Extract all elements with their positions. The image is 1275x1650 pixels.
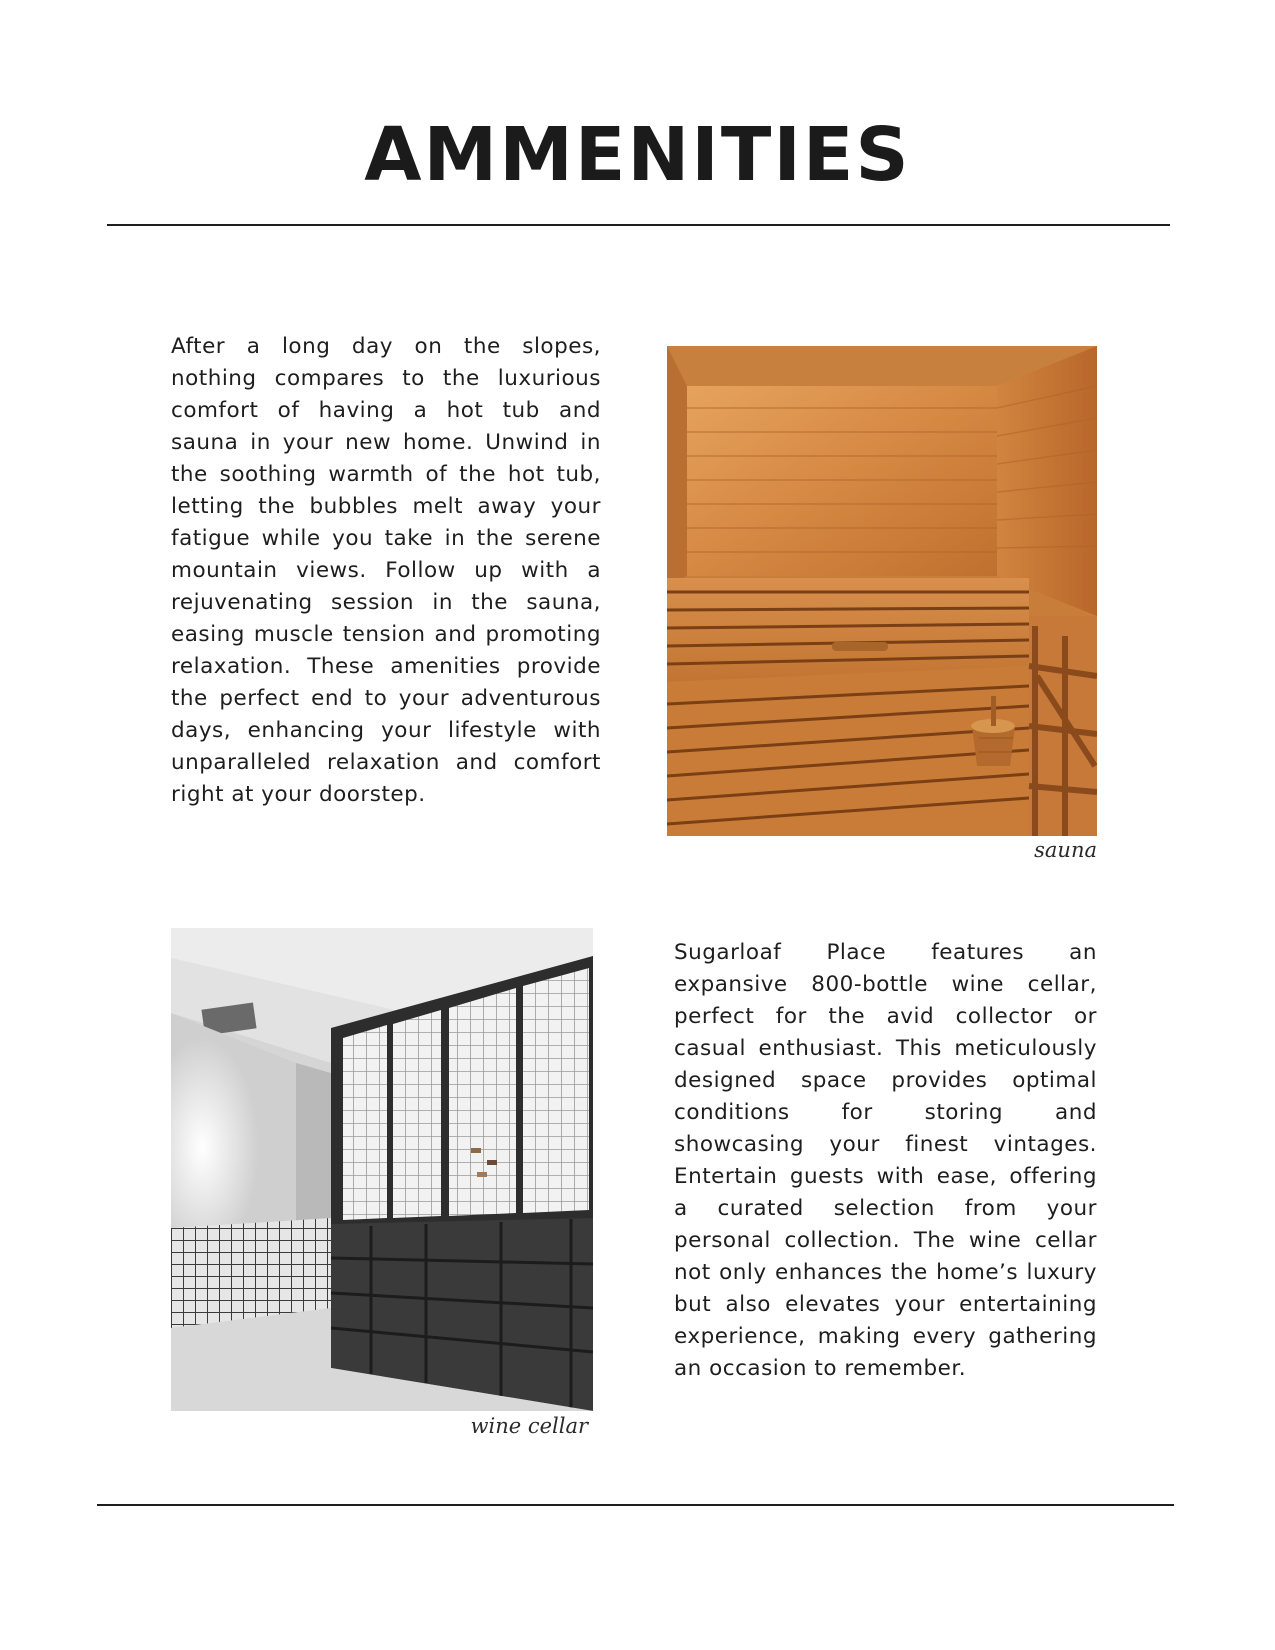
wine-cellar-photo [171,928,593,1411]
bottom-divider [97,1504,1174,1506]
page-title: AMMENITIES [364,112,911,198]
wine-cellar-paragraph: Sugarloaf Place features an expansive 800-bottle wine cellar, perfect for the avid collector or casual enthusiast. This meticulously designed space provides optimal conditions for storing and showcasing your finest vintages. Entertain guests with ease, offering a curated selection from your personal collection. The wine cellar not only enhances the home’s luxury but also elevates your entertaining experience, making every gathering an occasion to remember. [674,940,1097,1381]
sauna-paragraph: After a long day on the slopes, nothing compares to the luxurious comfort of having a hot tub and sauna in your new home. Unwind in the soothing warmth of the hot tub, letting the bubbles melt away your fatigue while you take in the serene mountain views. Follow up with a rejuvenating session in the sauna, easing muscle tension and promoting relaxation. These amenities provide the perfect end to your adventurous days, enhancing your lifestyle with unparalleled relaxation and comfort right at your doorstep. [171,334,601,807]
sauna-caption: sauna [1034,838,1097,862]
sauna-photo [667,346,1097,836]
wine-cellar-caption: wine cellar [470,1414,588,1438]
top-divider [107,224,1170,226]
